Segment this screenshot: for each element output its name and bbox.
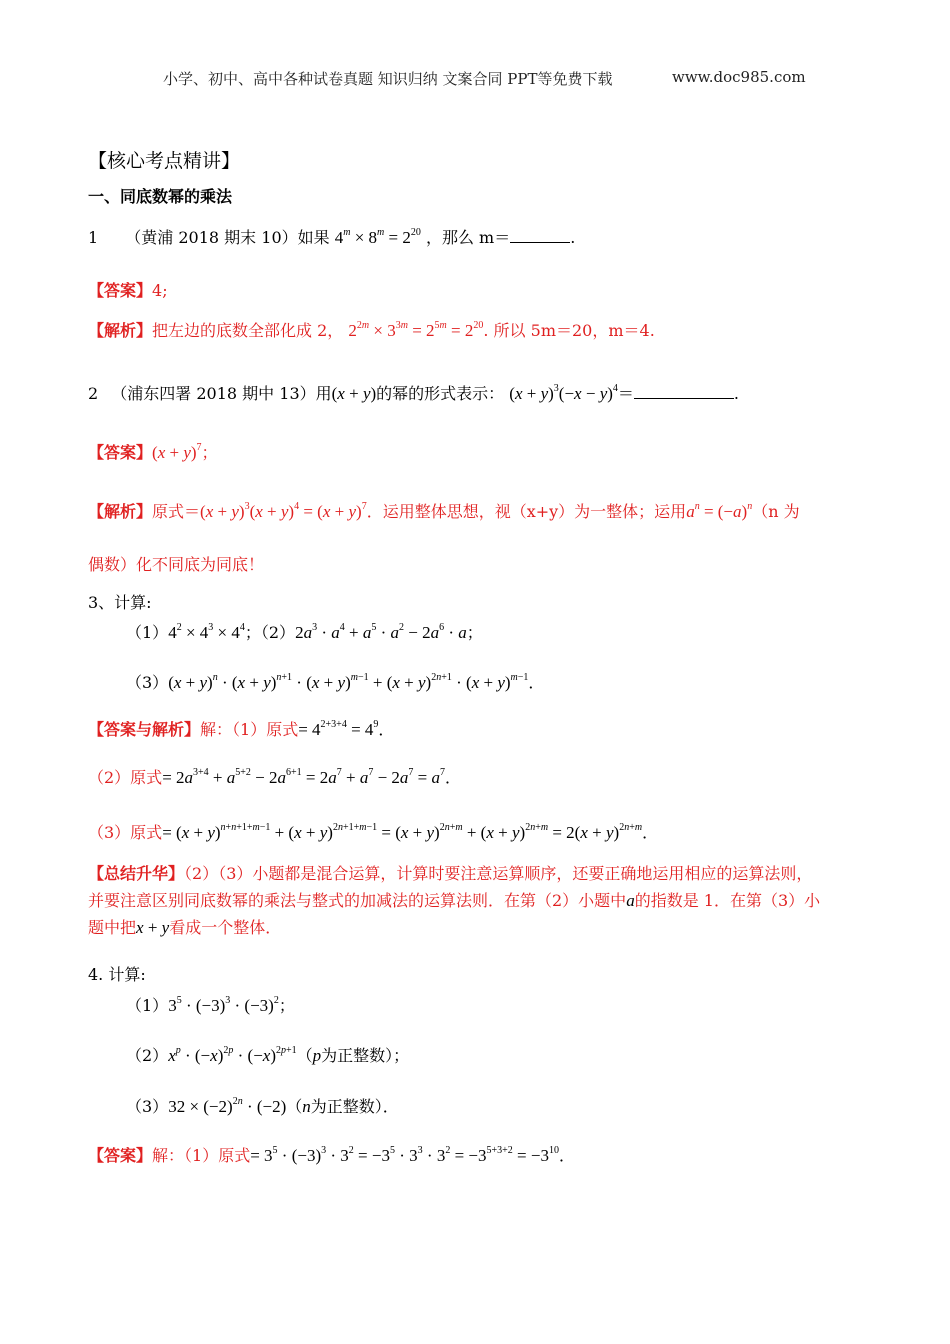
solution-3-part-3 <box>88 820 658 843</box>
summary-line-3 <box>88 915 281 938</box>
analysis-text: 原式＝ <box>152 502 201 521</box>
answer-label: 【答案】 <box>88 1146 153 1165</box>
question-text: 的幂的形式表示： <box>376 384 505 403</box>
answer-4-part-1 <box>88 1143 575 1166</box>
punctuation: ； <box>278 996 295 1015</box>
solution-text: 解：（1）原式 <box>200 720 299 739</box>
note-text: 为正整数）； <box>321 1046 410 1065</box>
analysis-label: 【解析】 <box>88 321 153 340</box>
analysis-text: 把左边的底数全部化成 2， <box>152 321 344 340</box>
punctuation: （ <box>296 1046 313 1065</box>
part-label: ；（2） <box>244 623 296 642</box>
punctuation: ； <box>466 623 483 642</box>
answer-blank <box>634 384 734 399</box>
question-1 <box>88 225 575 248</box>
answer-value: 4; <box>152 281 168 300</box>
question-text: （黄浦 2018 期末 10）如果 <box>125 228 330 247</box>
answer-label: 【答案】 <box>88 443 153 462</box>
part-label: （3） <box>126 1097 169 1116</box>
question-3-parts-1-2 <box>126 620 483 643</box>
punctuation: ． <box>528 673 545 692</box>
punctuation: （ <box>286 1097 303 1116</box>
summary-text: 的指数是 1．在第（3）小 <box>634 891 821 910</box>
expression: (x + y) <box>331 384 377 403</box>
question-4-part-2 <box>126 1043 409 1066</box>
answer-analysis-label: 【答案与解析】 <box>88 720 201 739</box>
solution-text: （3）原式 <box>88 823 163 842</box>
question-text: ，那么 m＝ <box>425 228 511 247</box>
analysis-1 <box>88 318 655 341</box>
analysis-text: （n 为 <box>752 502 800 521</box>
answer-label: 【答案】 <box>88 281 153 300</box>
punctuation: ． <box>642 823 659 842</box>
equation: = $2a^{3+4} + a^{5+2} - 2a^{6+1} = 2a^7 + a^7 - 2a^7 = a^7$ <box>162 767 446 787</box>
punctuation: ． <box>445 768 462 787</box>
punctuation: ； <box>201 443 218 462</box>
answer-expression: $(x + y)^7$ <box>152 442 202 462</box>
equals-sign: ＝ <box>617 384 634 403</box>
expression: x + y <box>136 918 170 937</box>
equation: $a^n = (-a)^n$ <box>686 501 753 521</box>
equation: $4^m \times 8^m = 2^{20}$ <box>334 227 421 247</box>
punctuation: . <box>733 384 740 403</box>
summary-label: 【总结升华】 <box>88 864 185 883</box>
question-3-part-3 <box>126 670 544 693</box>
expression: $(x + y)^n \cdot (x + y)^{n+1} \cdot (x + y)^{m-1} + (x + y)^{2n+1} \cdot (x + y)^{m-1}$ <box>168 672 529 692</box>
question-number: 2 <box>88 384 99 403</box>
summary-line-1 <box>88 861 812 884</box>
expression: $(x + y)^3(-x - y)^4$ <box>509 383 618 403</box>
analysis-label: 【解析】 <box>88 502 153 521</box>
analysis-2 <box>88 499 800 522</box>
section-title: 【核心考点精讲】 <box>88 150 241 172</box>
part-label: （1） <box>126 996 169 1015</box>
equation: $2^{2m} \times 3^{3m} = 2^{5m} = 2^{20}$ <box>348 320 484 340</box>
question-number: 1 <box>88 228 99 247</box>
equation: = $3^5 \cdot (-3)^3 \cdot 3^2 = -3^5 \cdot 3^3 \cdot 3^2 = -3^{5+3+2} = -3^{10}$ <box>250 1145 559 1165</box>
note-text: 为正整数）． <box>310 1097 399 1116</box>
equation: = $4^{2+3+4} = 4^9$ <box>298 719 379 739</box>
summary-text: 并要注意区别同底数幂的乘法与整式的加减法的运算法则．在第（2）小题中 <box>88 891 627 910</box>
variable-a: a <box>626 891 635 910</box>
part-label: （3） <box>126 673 169 692</box>
answer-1 <box>88 278 168 301</box>
part-label: （1） <box>126 623 169 642</box>
analysis-2-line2: 偶数）化不同底为同底！ <box>88 555 265 574</box>
part-label: （2） <box>126 1046 169 1065</box>
question-2 <box>88 381 739 404</box>
analysis-text: ．运用整体思想，视（x+y）为一整体；运用 <box>366 502 687 521</box>
solution-text: （2）原式 <box>88 768 163 787</box>
punctuation: . <box>570 228 576 247</box>
question-4-part-3 <box>126 1094 399 1117</box>
analysis-text: . 所以 5m＝20，m＝4. <box>483 321 655 340</box>
expression: $32 \times (-2)^{2n} \cdot (-2)$ <box>168 1096 287 1116</box>
punctuation: ． <box>378 720 395 739</box>
question-4-part-1 <box>126 993 295 1016</box>
header-website-text: www.doc985.com <box>672 68 806 86</box>
expression: $3^5 \cdot (-3)^3 \cdot (-3)^2$ <box>168 995 279 1015</box>
equation: $(x + y)^3(x + y)^4 = (x + y)^7$ <box>200 501 367 521</box>
summary-text: 看成一个整体． <box>169 918 282 937</box>
solution-3-part-1 <box>88 717 394 740</box>
answer-blank <box>510 228 570 243</box>
summary-text: 题中把 <box>88 918 137 937</box>
variable-p: p <box>312 1046 322 1065</box>
expression: $4^2 \times 4^3 \times 4^4$ <box>168 622 245 642</box>
expression: $2a^3 \cdot a^4 + a^5 \cdot a^2 - 2a^6 \cdot a$ <box>295 622 467 642</box>
punctuation: ． <box>558 1146 575 1165</box>
equation: = $(x + y)^{n+n+1+m-1} + (x + y)^{2n+1+m-1} = (x + y)^{2n+m} + (x + y)^{2n+m} = 2(x + y)^{2n+m}$ <box>162 822 643 842</box>
summary-text: （2）（3）小题都是混合运算，计算时要注意运算顺序，还要正确地运用相应的运算法则， <box>184 864 813 883</box>
question-4-title: 4. 计算: <box>88 965 146 984</box>
header-left-text: 小学、初中、高中各种试卷真题 知识归纳 文案合同 PPT等免费下载 <box>163 70 613 88</box>
expression: $x^p \cdot (-x)^{2p} \cdot (-x)^{2p+1}$ <box>168 1045 297 1065</box>
answer-2 <box>88 440 218 463</box>
solution-text: 解：（1）原式 <box>152 1146 251 1165</box>
solution-3-part-2 <box>88 765 461 788</box>
summary-line-2 <box>88 888 820 911</box>
subsection-title: 一、同底数幂的乘法 <box>88 187 233 206</box>
question-text: （浦东四署 2018 期中 13）用 <box>111 384 332 403</box>
variable-n: n <box>302 1097 311 1116</box>
question-3-title: 3、计算: <box>88 593 152 612</box>
